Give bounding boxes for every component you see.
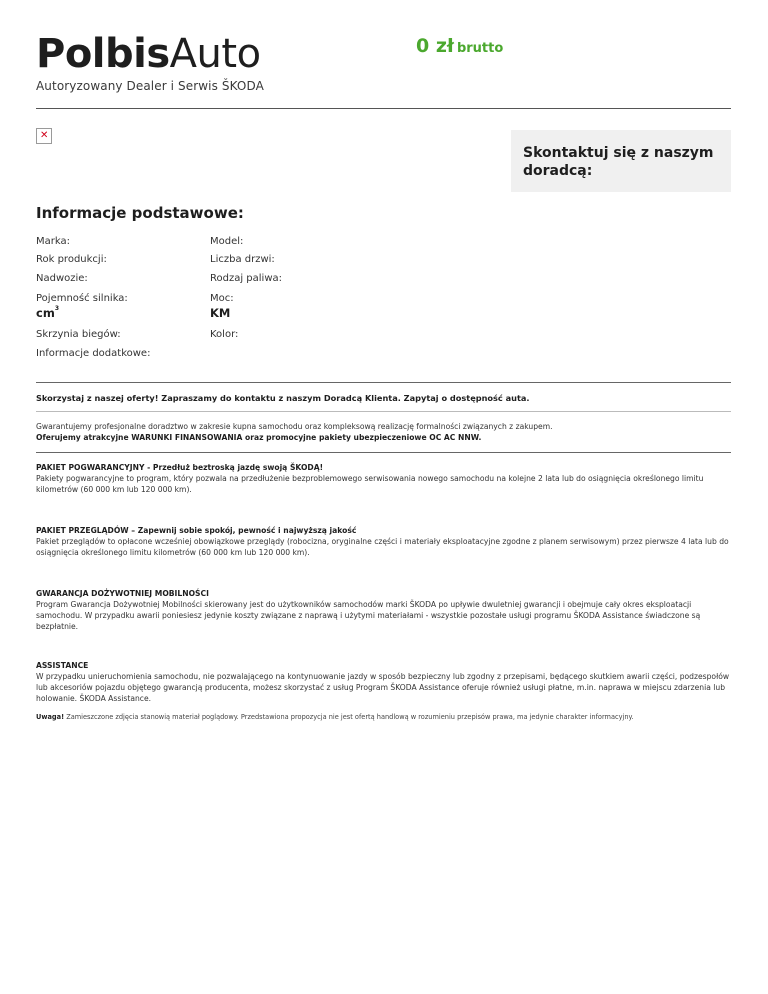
engine-capacity-unit-sup: 3 [54,305,59,313]
price-amount: 0 zł [416,35,454,57]
section-body: W przypadku unieruchomienia samochodu, nie pozwalającego na kontynuowanie jazdy w sposób bezpieczny lub zgodny z przepisami, będącego skutkiem awarii części, podzespołów lub akcesoriów pojazdu objętego gwarancją producenta, możesz skorzystać z usług Program ŠKODA Assistance oferuje również usługi płatne, m.in. naprawa w miejscu zdarzenia lub holowanie. ŠKODA Assistance. [36,672,730,703]
section-warranty-package [36,462,731,495]
offer-intro [36,421,731,443]
spec-label-gearbox: Skrzynia biegów: [36,329,121,340]
logo-wordmark [36,32,276,76]
disclaimer-note [36,713,731,721]
logo-tagline: Autoryzowany Dealer i Serwis ŠKODA [36,79,264,93]
offer-divider-top [36,382,731,383]
offer-headline: Skorzystaj z naszej oferty! Zapraszamy do kontaktu z naszym Doradcą Klienta. Zapytaj o dostępność auta. [36,393,530,403]
price [416,35,503,57]
contact-advisor-box [511,130,731,192]
spec-label-additional-info: Informacje dodatkowe: [36,348,151,359]
spec-label-engine-capacity: Pojemność silnika: [36,293,128,304]
offer-intro-line2: Oferujemy atrakcyjne WARUNKI FINANSOWANIA oraz promocyjne pakiety ubezpieczeniowe OC AC NNW. [36,433,482,442]
spec-label-make: Marka: [36,236,70,247]
section-title: GWARANCJA DOŻYWOTNIEJ MOBILNOŚCI [36,589,209,598]
section-body: Pakiety pogwarancyjne to program, który pozwala na przedłużenie bezproblemowego serwisowania nowego samochodu na kolejne 2 lata lub do osiągnięcia określonego limitu kilometrów (60 000 km lub 120 000 km). [36,474,704,494]
error-x-icon: ✕ [40,130,49,141]
basic-info-title: Informacje podstawowe: [36,204,244,222]
section-lifetime-mobility [36,588,731,632]
logo-light-text: Auto [169,31,261,77]
spec-label-body: Nadwozie: [36,273,88,284]
section-title: PAKIET PRZEGLĄDÓW – Zapewnij sobie spokój, pewność i najwyższą jakość [36,526,357,535]
offer-divider-bottom [36,452,731,453]
spec-label-year: Rok produkcji: [36,254,107,265]
offer-intro-line1: Gwarantujemy profesjonalne doradztwo w zakresie kupna samochodu oraz kompleksową realizację formalności związanych z zakupem. [36,422,553,431]
section-body: Program Gwarancja Dożywotniej Mobilności skierowany jest do użytkowników samochodów marki ŠKODA po upływie dwuletniej gwarancji i obejmuje cały okres eksploatacji samochodu. W przypadku awarii poniesiesz jedynie koszty związane z naprawą i użytymi materiałami - wszystkie pozostałe usługi programu ŠKODA Assistance świadczone są bezpłatnie. [36,600,701,631]
header-divider [36,108,731,109]
section-title: PAKIET POGWARANCYJNY - Przedłuż beztroską jazdę swoją ŠKODĄ! [36,463,324,472]
price-suffix: brutto [456,41,504,56]
section-body: Pakiet przeglądów to opłacone wcześniej obowiązkowe przeglądy (robocizna, oryginalne części i materiały eksploatacyjne zgodne z planem serwisowym) przez pierwsze 4 lata lub do osiągnięcia określonego limitu kilometrów (60 000 km lub 120 000 km). [36,537,729,557]
contact-title: Skontaktuj się z naszym doradcą: [523,145,714,179]
spec-label-color: Kolor: [210,329,239,340]
section-title: ASSISTANCE [36,661,89,670]
logo-bold-text: Polbis [36,31,170,77]
disclaimer-text: Zamieszczone zdjęcia stanowią materiał poglądowy. Przedstawiona propozycja nie jest ofertą handlową w rozumieniu przepisów prawa, ma jedynie charakter informacyjny. [66,713,634,721]
section-assistance [36,660,731,704]
broken-image-icon [36,128,52,144]
disclaimer-label: Uwaga! [36,713,65,721]
spec-value-power: KM [210,306,231,320]
offer-divider-middle [36,411,731,412]
spec-label-model: Model: [210,236,244,247]
section-inspection-package [36,525,731,558]
spec-label-power: Moc: [210,293,234,304]
spec-label-doors: Liczba drzwi: [210,254,275,265]
spec-value-engine-capacity [36,306,59,320]
engine-capacity-unit: cm [36,306,55,320]
dealer-logo [36,32,276,93]
spec-label-fuel: Rodzaj paliwa: [210,273,283,284]
